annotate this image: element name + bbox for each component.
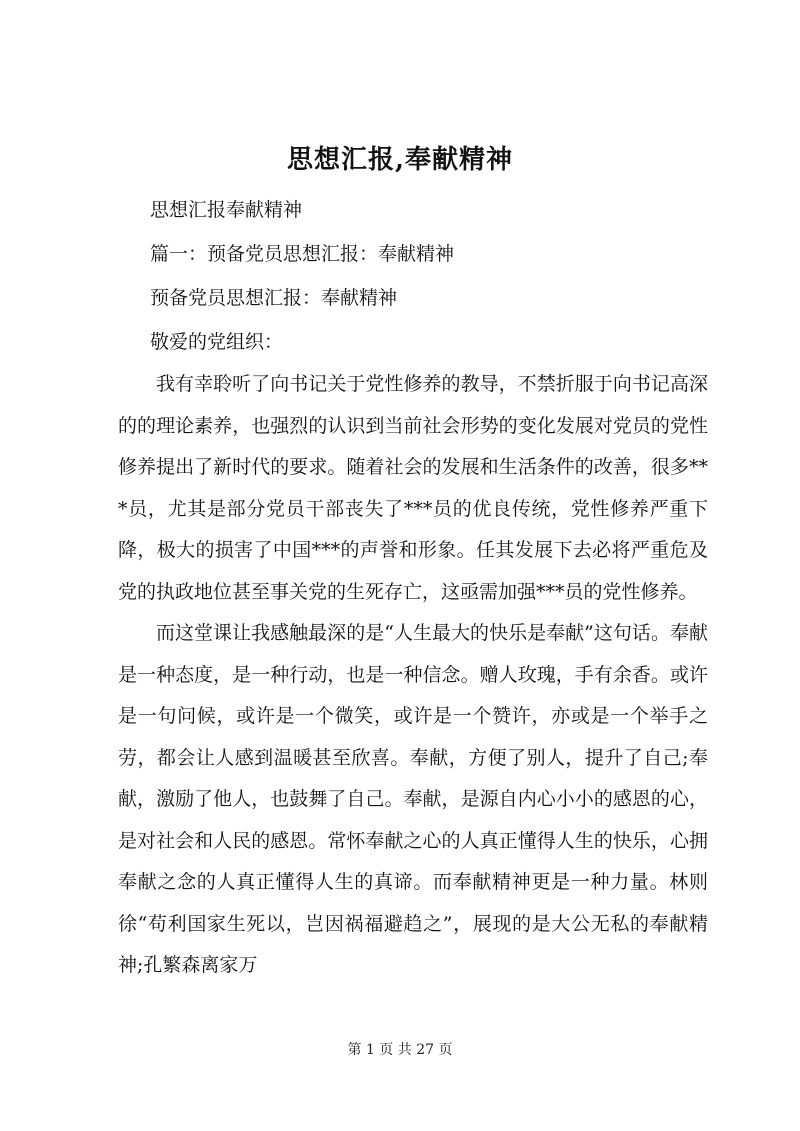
page-footer: 第 1 页 共 27 页 — [347, 1042, 453, 1058]
document-title: 思想汇报,奉献精神 — [286, 145, 514, 175]
section-heading: 篇一：预备党员思想汇报：奉献精神 — [150, 243, 455, 265]
report-heading: 预备党员思想汇报：奉献精神 — [150, 287, 398, 309]
document-body — [118, 188, 708, 987]
salutation: 敬爱的党组织： — [150, 331, 284, 353]
body-paragraph-2: 而这堂课让我感触最深的是“人生最大的快乐是奉献”这句话。奉献是一种态度，是一种行动，也是一种信念。赠人玫瑰，手有余香。或许是一句问候，或许是一个微笑，或许是一个赞许，亦或是一个举手之劳，都会让人感到温暖甚至欣喜。奉献，方便了别人，提升了自己;奉献，激励了他人，也鼓舞了自己。奉献，是源自内心小小的感恩的心，是对社会和人民的感恩。常怀奉献之心的人真正懂得人生的快乐，心拥奉献之念的人真正懂得人生的真谛。而奉献精神更是一种力量。林则徐“苟利国家生死以，岂因祸福避趋之”，展现的是大公无私的奉献精神;孔繁森离家万 — [118, 622, 708, 976]
subtitle-line: 思想汇报奉献精神 — [150, 199, 303, 221]
body-paragraph-1: 我有幸聆听了向书记关于党性修养的教导，不禁折服于向书记高深的的理论素养，也强烈的认识到当前社会形势的变化发展对党员的党性修养提出了新时代的要求。随着社会的发展和生活条件的改善，很多***员，尤其是部分党员干部丧失了***员的优良传统，党性修养严重下降，极大的损害了中国***的声誉和形象。任其发展下去必将严重危及党的执政地位甚至事关党的生死存亡，这亟需加强***员的党性修养。 — [118, 373, 708, 603]
